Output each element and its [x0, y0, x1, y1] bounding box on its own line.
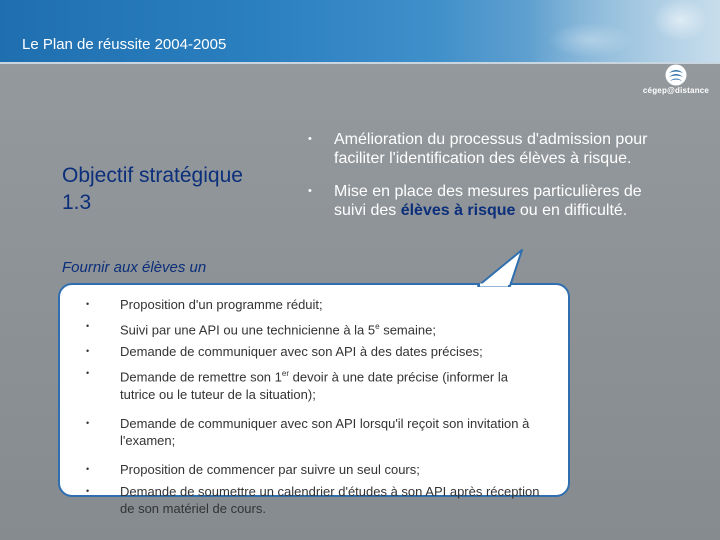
measure-text-bold: élèves à risque	[400, 202, 516, 219]
header-divider	[0, 62, 720, 64]
slide-title: Le Plan de réussite 2004-2005	[22, 36, 227, 53]
callout-item-after: semaine;	[379, 322, 436, 338]
list-item	[86, 343, 546, 360]
bullet-icon: •	[86, 299, 90, 309]
list-item	[86, 296, 546, 313]
callout-item-sup: e	[375, 322, 380, 331]
callout-item-text: Demande de soumettre un calendrier d'études à son API après réception de son matériel de cours.	[120, 483, 540, 516]
list-item	[308, 130, 678, 168]
callout-item-sup: er	[281, 369, 289, 379]
measure-text: Amélioration du processus d'admission pour faciliter l'identification des élèves à risque.	[334, 131, 648, 167]
measure-text-before: Mise en place des mesures particulières de suivi des	[334, 183, 642, 219]
objective-heading	[62, 162, 243, 216]
list-item	[86, 483, 546, 517]
header-photo	[530, 0, 720, 62]
bullet-icon: •	[86, 346, 90, 357]
bullet-icon: •	[86, 417, 90, 428]
measure-text-after: ou en difficulté.	[515, 202, 628, 219]
callout-item-text: Demande de communiquer avec son API lorsqu'il reçoit son invitation à l'examen;	[120, 415, 530, 448]
bullet-icon: •	[86, 485, 90, 496]
list-item	[86, 365, 546, 402]
callout-list	[86, 296, 546, 522]
list-item	[86, 415, 546, 449]
objective-line-1: Objectif stratégique	[62, 164, 243, 187]
objective-line-2: 1.3	[62, 191, 92, 214]
callout-item-text: Demande de communiquer avec son API à des dates précises;	[120, 344, 483, 360]
callout-item-text: Demande de remettre son 1	[120, 369, 282, 385]
callout-item-text: Proposition de commencer par suivre un seul cours;	[120, 461, 420, 477]
callout-item-after: devoir à une date précise (informer la tutrice ou le tuteur de la situation);	[120, 369, 508, 402]
cegep-logo	[636, 64, 716, 100]
callout-item-text: Proposition d'un programme réduit;	[120, 297, 323, 312]
list-item	[86, 318, 546, 338]
list-item	[308, 182, 678, 220]
list-item	[86, 461, 546, 478]
callout-item-text: Suivi par une API ou une technicienne à la 5	[120, 322, 376, 338]
cegep-a-distance-logo-icon	[665, 64, 687, 86]
bullet-icon: •	[86, 463, 90, 474]
bullet-icon: •	[308, 185, 312, 197]
measures-list	[308, 130, 678, 234]
logo-text: cégep@distance	[642, 86, 710, 95]
bullet-icon: •	[86, 321, 90, 331]
bullet-icon: •	[86, 368, 90, 379]
objective-subtitle: Fournir aux élèves un	[62, 259, 207, 276]
bullet-icon: •	[308, 133, 312, 145]
